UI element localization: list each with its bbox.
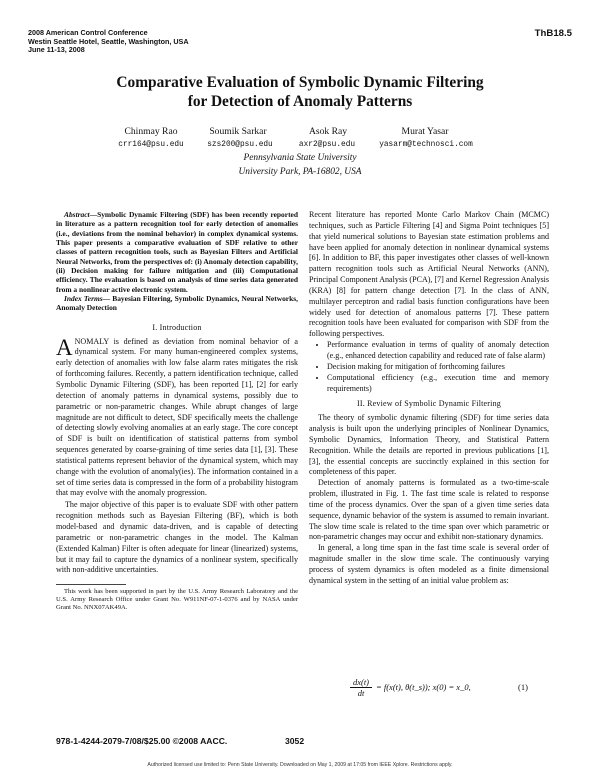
- title-line-1: Comparative Evaluation of Symbolic Dynamic Filtering: [116, 74, 484, 91]
- affiliation: [150, 152, 450, 179]
- intro-paragraph-1-text: NOMALY is defined as deviation from nominal behavior of a dynamical system. For many human-engineered complex systems, early detection of anomalies with low false alarm rates mitigates the risk of forthcoming failures. Recently, a pattern identification technique, called Symbolic Dynamic Filtering (SDF), has been reported [1], [2] for early detection of anomaly patterns in dynamical systems, possibly due to parametric or non-parametric changes. While abrupt changes of large magnitude are not difficult to detect, SDF specifically meets the challenge of detecting slowly evolving anomalies at an early stage. The core concept of SDF is built on identification of statistical patterns from symbol sequences generated by coarse-graining of time series data [1], [3]. These statistical patterns represent behavior of the dynamical system, which may change with the evolution of anomaly(ies). The information contained in a set of time series data is compressed in the form of a probability histogram that may evolve with the anomaly progression.: [56, 336, 298, 498]
- footnote: This work has been supported in part by the U.S. Army Research Laboratory and the U.S. Army Research Office under Grant No. W911NF-07-1-0376 and by NASA under Grant No. NNX07AK49A.: [56, 588, 298, 612]
- list-item: • Computational efficiency (e.g., execution time and memory requirements): [327, 373, 549, 395]
- conference-name: 2008 American Control Conference: [28, 28, 148, 37]
- author-name: Chinmay Rao: [124, 126, 178, 137]
- section-1-heading: I. Introduction: [152, 322, 202, 332]
- author-name: Murat Yasar: [401, 126, 449, 137]
- equation-lhs-numerator: dx(t): [350, 677, 372, 688]
- abstract-label: Abstract: [64, 210, 90, 219]
- abstract-text: —Symbolic Dynamic Filtering (SDF) has been recently reported in literature as a pattern recognition tool for early detection of anomalies (i.e., deviations from the nominal behavior) in complex dynamical systems. This paper presents a comparative evaluation of SDF relative to other classes of pattern recognition tools, such as Bayesian Filters and Artificial Neural Networks, from the perspectives of: (i) Anomaly detection capability, (ii) Decision making for failure mitigation and (iii) Computational efficiency. The evaluation is based on analysis of time series data generated from a nonlinear active electronic system.: [56, 210, 298, 294]
- author-email: crr164@psu.edu: [118, 141, 184, 149]
- paper-title: [60, 73, 540, 111]
- intro-paragraph-1: [56, 334, 298, 500]
- list-item: • Decision making for mitigation of forthcoming failures: [327, 362, 549, 373]
- index-terms-label: Index Terms: [64, 294, 103, 304]
- right-column: [309, 210, 549, 587]
- author-name: Asok Ray: [308, 126, 348, 137]
- equation-rhs: = f(x(t), θ(t_s)); x(0) = x_0,: [376, 682, 471, 692]
- equation-1: [318, 677, 546, 699]
- section-2-paragraph-1: The theory of symbolic dynamic filtering (SDF) for time series data analysis is built upon the underlying principles of Nonlinear Dynamics, Symbolic Dynamics, Information Theory, and Statistical Pattern Recognition. While the details are reported in previous publications [1], [3], the essential concepts are succinctly explained in this section for completeness of this paper.: [309, 413, 549, 477]
- author-email: szs200@psu.edu: [207, 141, 273, 149]
- author-email: yasarm@technosci.com: [379, 141, 473, 149]
- left-column: [56, 210, 298, 612]
- conference-venue: Westin Seattle Hotel, Seattle, Washington, USA: [28, 36, 189, 46]
- section-2-paragraph-2: Detection of anomaly patterns is formulated as a two-time-scale problem, illustrated in Fig. 1. The fast time scale is related to response time of the process dynamics. Over the span of a given time series data sequence, dynamic behavior of the system is assumed to remain invariant. The slow time scale is related to the time span over which parametric or non-parametric changes may occur and exhibit non-stationary dynamics.: [309, 478, 549, 542]
- intro-paragraph-2: The major objective of this paper is to evaluate SDF with other pattern recognition methods such as Bayesian Filtering (BF), which is both model-based and dynamic data-driven, and is capable of detecting parametric or non-parametric changes in the model. The Kalman (Extended Kalman) Filter is often adequate for linear (linearized) systems, but it may fail to capture the dynamics of a nonlinear system, specifically with non-additive uncertainties.: [56, 500, 298, 575]
- equation-lhs: [350, 677, 372, 698]
- drop-cap: A: [56, 334, 73, 360]
- session-code: ThB18.5: [534, 28, 572, 39]
- license-notice: Authorized licensed use limited to: Penn State University. Downloaded on May 1, 2009 at 17:05 from IEEE Xplore. Restrictions apply.: [147, 762, 453, 768]
- author-name: Soumik Sarkar: [209, 126, 267, 137]
- page-number: 3052: [285, 736, 305, 746]
- footnote-rule: [56, 584, 126, 585]
- abstract: [56, 210, 298, 313]
- right-paragraph-1: Recent literature has reported Monte Carlo Markov Chain (MCMC) techniques, such as Particle Filtering [4] and Sigma Point techniques [5] that yield numerical solutions to Bayesian state estimation problems and have been applied for anomaly detection in nonlinear dynamical systems [6]. In addition to BF, this paper investigates other classes of well-known pattern recognition tools such as Artificial Neural Networks (ANN), Principal Component Analysis (PCA), [7] and Kernel Regression Analysis (KRA) [8] for pattern change detection [7]. In the class of ANN, multilayer perceptron and radial basis function configurations have been widely used for detection of anomalous patterns [7]. These pattern recognition tools have been evaluated for comparison with SDF from the following perspectives.: [309, 210, 549, 339]
- title-line-2: for Detection of Anomaly Patterns: [187, 93, 413, 110]
- affiliation-line-1: Pennsylvania State University: [243, 153, 357, 163]
- conference-dates: June 11-13, 2008: [28, 45, 85, 55]
- equation-lhs-denominator: dt: [357, 688, 365, 698]
- list-item: • Performance evaluation in terms of quality of anomaly detection (e.g., enhanced detection capability and reduced rate of false alarm): [327, 340, 549, 362]
- index-terms-text: — Bayesian Filtering, Symbolic Dynamics, Neural Networks, Anomaly Detection: [56, 294, 298, 313]
- perspective-list: [309, 340, 549, 394]
- affiliation-line-2: University Park, PA-16802, USA: [238, 166, 362, 177]
- isbn-line: 978-1-4244-2079-7/08/$25.00 ©2008 AACC.: [56, 736, 228, 746]
- conference-header: [28, 29, 189, 55]
- section-2-heading: II. Review of Symbolic Dynamic Filtering: [357, 399, 501, 409]
- index-terms: [56, 294, 298, 313]
- author-email: axr2@psu.edu: [298, 141, 356, 149]
- section-2-paragraph-3: In general, a long time span in the fast time scale is several order of magnitude smaller in the slow time scale. The continuously varying process of system dynamics is often modeled as a finite dimensional dynamical system in the setting of an initial value problem as:: [309, 543, 549, 585]
- equation-number: (1): [518, 682, 528, 692]
